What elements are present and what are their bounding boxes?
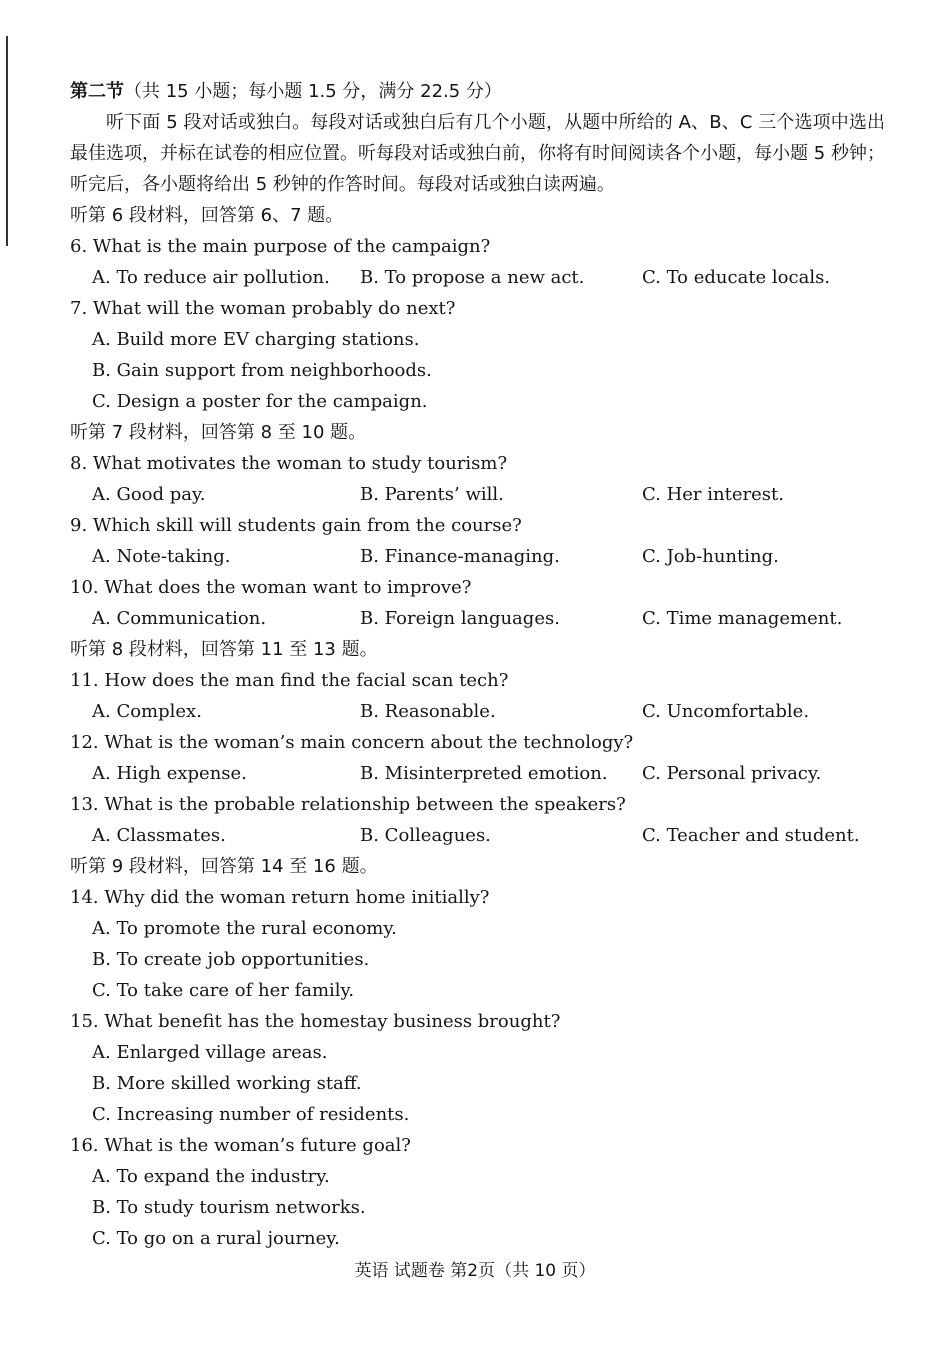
option-a: A. To expand the industry. [92,1166,330,1187]
question-stem: 16. What is the woman’s future goal? [70,1135,411,1156]
option-b: B. To study tourism networks. [92,1197,366,1218]
option-b: B. Misinterpreted emotion. [360,763,608,784]
option-b: B. To propose a new act. [360,267,585,288]
section-instructions: 听下面 5 段对话或独白。每段对话或独白后有几个小题，从题中所给的 A、B、C 三个选项中选出最佳选项，并标在试卷的相应位置。听每段对话或独白前，你将有时间阅读各个小题，每小题 5 秒钟；听完后，各小题将给出 5 秒钟的作答时间。每段对话或独白读两遍。 [70,112,885,195]
section-title [70,76,890,107]
question-stem: 12. What is the woman’s main concern about the technology? [70,732,634,753]
option-b: B. Finance-managing. [360,546,560,567]
option-a: A. Note-taking. [92,546,231,567]
group-heading: 听第 9 段材料，回答第 14 至 16 题。 [70,856,378,877]
group-heading: 听第 6 段材料，回答第 6、7 题。 [70,205,344,226]
option-a: A. To reduce air pollution. [92,267,330,288]
question-stem: 15. What benefit has the homestay business brought? [70,1011,561,1032]
option-b: B. Foreign languages. [360,608,560,629]
option-b: B. To create job opportunities. [92,949,370,970]
exam-page [70,76,890,1254]
options-row [70,758,890,789]
option-c: C. Teacher and student. [642,825,860,846]
question-stem: 10. What does the woman want to improve? [70,577,472,598]
option-a: A. Complex. [92,701,202,722]
question-stem: 13. What is the probable relationship between the speakers? [70,794,626,815]
option-a: A. High expense. [92,763,247,784]
option-c: C. To go on a rural journey. [92,1228,340,1249]
section-title-scoring: （共 15 小题；每小题 1.5 分，满分 22.5 分） [124,81,502,102]
option-c: C. Increasing number of residents. [92,1104,410,1125]
option-a: A. Enlarged village areas. [92,1042,328,1063]
question-stem: 9. Which skill will students gain from the course? [70,515,522,536]
option-a: A. Communication. [92,608,267,629]
question-groups [70,200,890,1254]
option-c: C. Uncomfortable. [642,701,810,722]
option-a: A. To promote the rural economy. [92,918,397,939]
options-row [70,696,890,727]
question-stem: 6. What is the main purpose of the campaign? [70,236,491,257]
option-b: B. Reasonable. [360,701,496,722]
question-stem: 14. Why did the woman return home initially? [70,887,490,908]
options-row [70,479,890,510]
option-b: B. More skilled working staff. [92,1073,362,1094]
page-footer: 英语 试题卷 第2页（共 10 页） [354,1261,596,1281]
group-heading: 听第 7 段材料，回答第 8 至 10 题。 [70,422,367,443]
option-b: B. Gain support from neighborhoods. [92,360,432,381]
option-c: C. Her interest. [642,484,784,505]
option-b: B. Parents’ will. [360,484,504,505]
option-c: C. Job-hunting. [642,546,779,567]
option-c: C. Design a poster for the campaign. [92,391,428,412]
scan-edge-line [6,36,8,246]
options-row [70,603,890,634]
section-title-label: 第二节 [70,81,124,102]
option-c: C. To educate locals. [642,267,831,288]
options-row [70,820,890,851]
option-a: A. Classmates. [92,825,226,846]
options-row [70,262,890,293]
option-c: C. Time management. [642,608,843,629]
option-b: B. Colleagues. [360,825,491,846]
question-stem: 8. What motivates the woman to study tourism? [70,453,508,474]
question-stem: 11. How does the man find the facial scan tech? [70,670,509,691]
question-stem: 7. What will the woman probably do next? [70,298,456,319]
options-row [70,541,890,572]
group-heading: 听第 8 段材料，回答第 11 至 13 题。 [70,639,378,660]
option-a: A. Good pay. [92,484,206,505]
option-c: C. Personal privacy. [642,763,822,784]
option-a: A. Build more EV charging stations. [92,329,420,350]
option-c: C. To take care of her family. [92,980,355,1001]
